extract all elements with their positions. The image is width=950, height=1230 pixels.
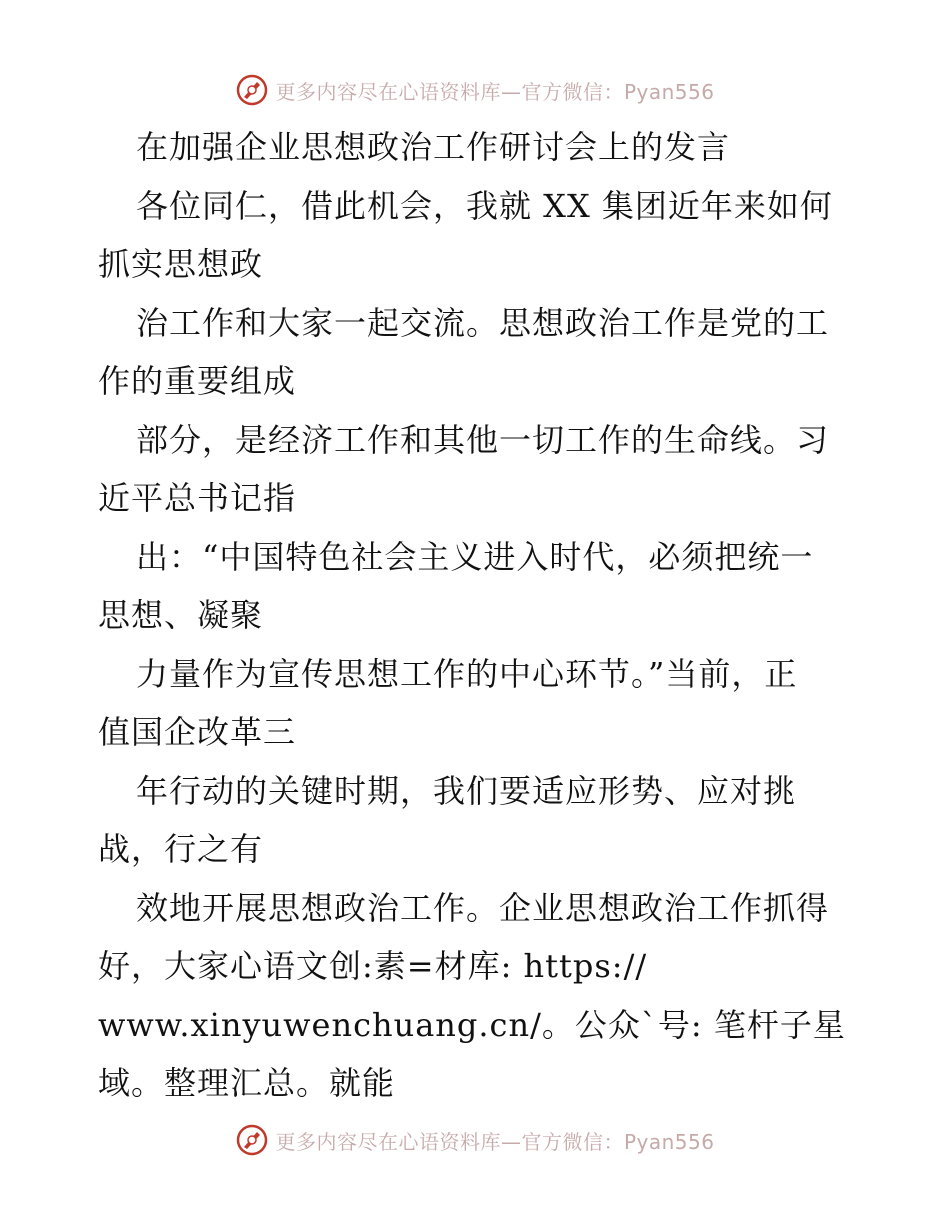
text-line: 思想、凝聚	[98, 596, 264, 634]
header-banner-text: 更多内容尽在心语资料库—官方微信：Pyan556	[275, 79, 715, 104]
text-line: 部分，是经济工作和其他一切工作的生命线。习	[136, 420, 830, 459]
text-line: 好，大家心语文创:素=材库: https://	[98, 947, 648, 985]
text-line: www.xinyuwenchuang.cn/。公众`号: 笔杆子星	[98, 1005, 846, 1044]
text-line: 域。整理汇总。就能	[98, 1064, 396, 1102]
document-title: 在加强企业思想政治工作研讨会上的发言	[136, 128, 731, 166]
brand-logo-icon	[235, 73, 269, 107]
footer-banner	[0, 1120, 950, 1160]
text-line: 力量作为宣传思想工作的中心环节。”当前，正	[136, 654, 798, 693]
text-line: 治工作和大家一起交流。思想政治工作是党的工	[136, 303, 830, 342]
header-banner	[0, 70, 950, 110]
text-line: 战，行之有	[98, 830, 264, 868]
text-line: 近平总书记指	[98, 479, 297, 517]
text-line: 出：“中国特色社会主义进入时代，必须把统一	[136, 537, 814, 576]
text-line: 各位同仁，借此机会，我就 XX 集团近年来如何	[136, 186, 833, 225]
text-line: 值国企改革三	[98, 713, 297, 751]
footer-banner-text: 更多内容尽在心语资料库—官方微信：Pyan556	[275, 1129, 715, 1154]
text-line: 抓实思想政	[98, 245, 264, 283]
document-body	[98, 118, 858, 1113]
brand-logo-icon	[235, 1123, 269, 1157]
text-line: 年行动的关键时期，我们要适应形势、应对挑	[136, 771, 797, 810]
text-line: 效地开展思想政治工作。企业思想政治工作抓得	[136, 888, 830, 927]
text-line: 作的重要组成	[98, 362, 297, 400]
